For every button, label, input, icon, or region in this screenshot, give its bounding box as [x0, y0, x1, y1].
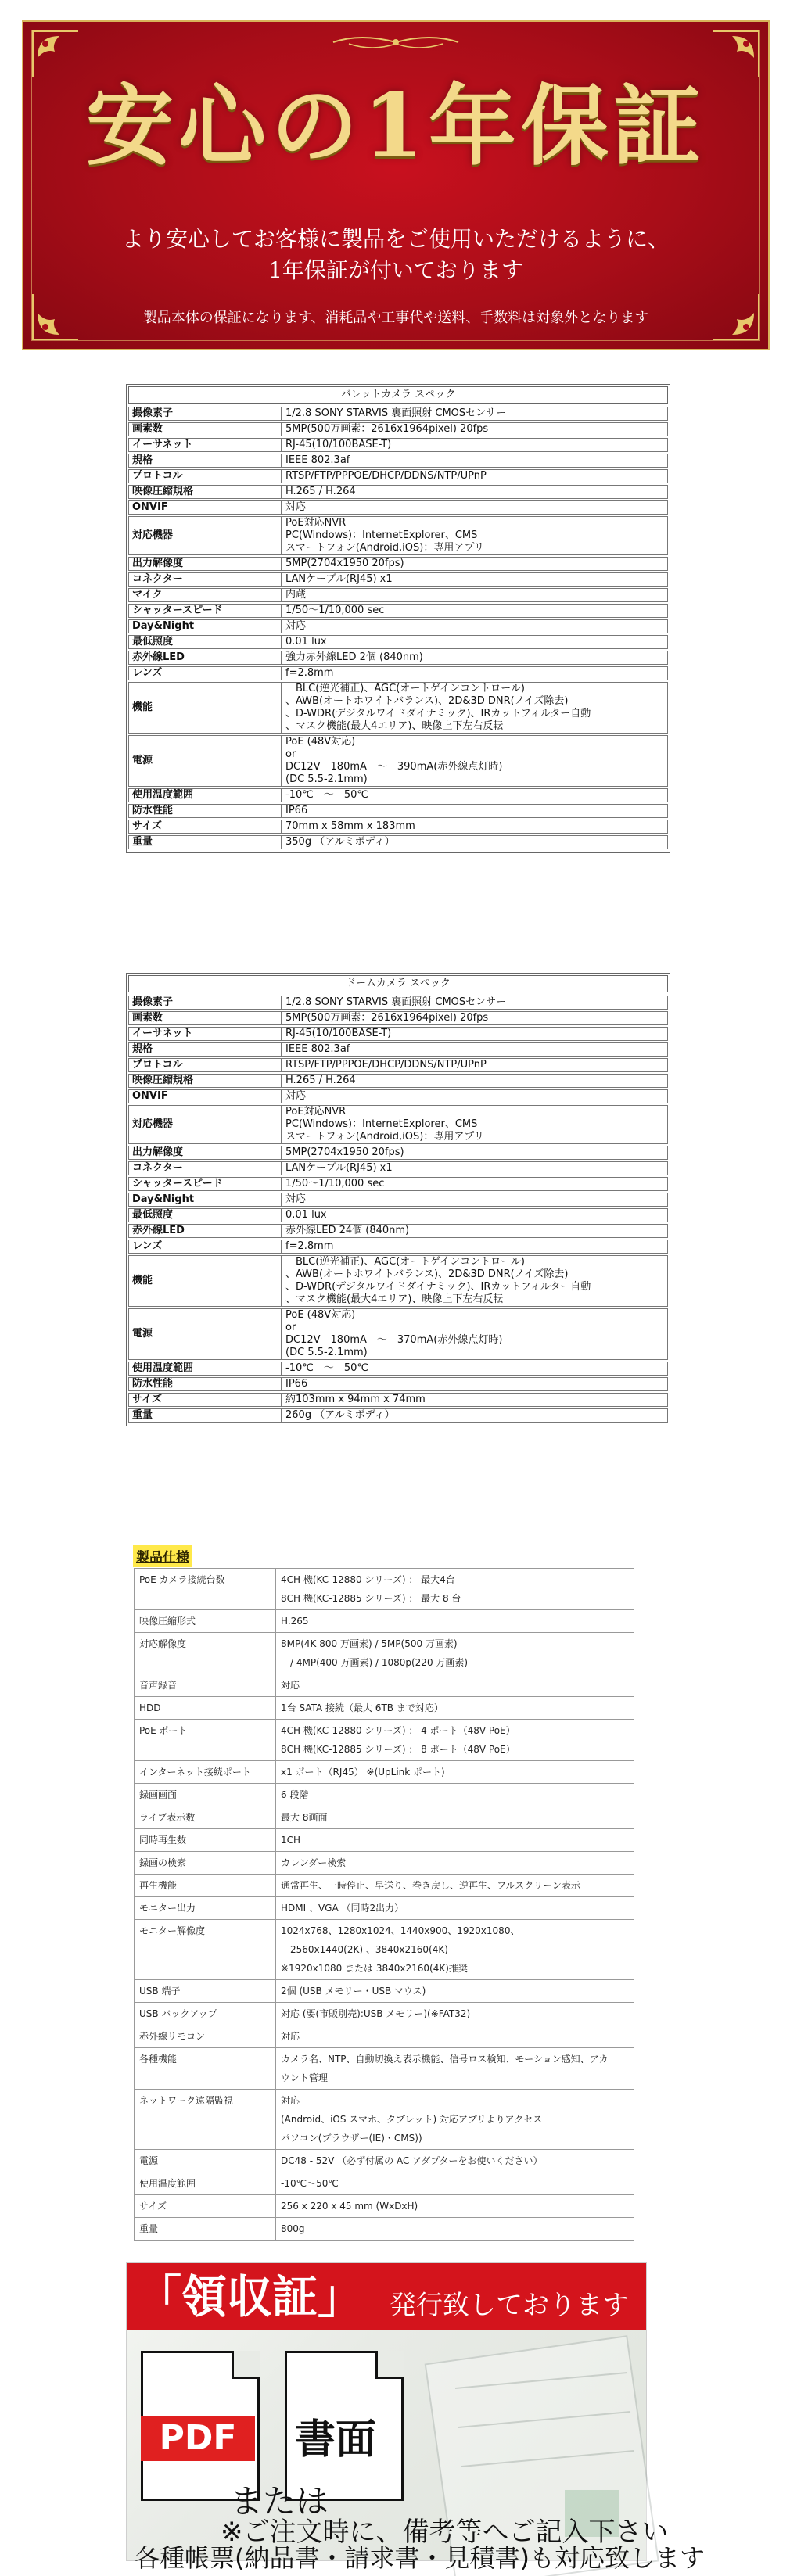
spec-row	[128, 1011, 668, 1025]
spec-value: RTSP/FTP/PPPOE/DHCP/DDNS/NTP/UPnP	[282, 469, 668, 483]
product-spec-value-line: 1024x768、1280x1024、1440x900、1920x1080、	[281, 1925, 520, 1936]
spec-value: IEEE 802.3af	[282, 1042, 668, 1057]
product-spec-value-line: -10℃〜50℃	[281, 2178, 339, 2189]
spec-key: 使用温度範囲	[128, 788, 282, 802]
product-spec-value	[276, 1720, 634, 1761]
spec-value: IP66	[282, 1377, 668, 1391]
spec-value: 5MP(500万画素：2616x1964pixel) 20fps	[282, 1011, 668, 1025]
spec-value: 260g （アルミボディ）	[282, 1408, 668, 1423]
spec-row	[128, 572, 668, 587]
product-spec-row	[135, 2218, 634, 2241]
product-spec-value	[276, 1674, 634, 1697]
spec-key: プロトコル	[128, 1058, 282, 1072]
warranty-subtitle-line2: 1年保証が付いております	[268, 257, 523, 283]
product-spec-value	[276, 2195, 634, 2218]
spec-key: 規格	[128, 454, 282, 468]
spec-value: 内蔵	[282, 588, 668, 602]
spec-value: 0.01 lux	[282, 1208, 668, 1222]
product-spec-heading: 製品仕様	[133, 1545, 192, 1567]
spec-row	[128, 500, 668, 515]
spec-key: 機能	[128, 1255, 282, 1307]
spec-key: ONVIF	[128, 500, 282, 515]
product-spec-value-line: (Android、iOS スマホ、タブレット) 対応アプリよりアクセス	[281, 2114, 543, 2125]
product-spec-value	[276, 2025, 634, 2048]
spec-value: 70mm x 58mm x 183mm	[282, 820, 668, 834]
product-spec-key: PoE カメラ接続台数	[135, 1569, 276, 1610]
product-spec-row	[135, 1980, 634, 2003]
spec-table-title: バレットカメラ スペック	[128, 386, 668, 404]
product-spec-value-line: 対応	[281, 1680, 300, 1691]
product-spec-value-line: DC48 - 52V （必ず付属の AC アダプターをお使いください）	[281, 2155, 543, 2166]
spec-row	[128, 1074, 668, 1088]
spec-value: 1/50〜1/10,000 sec	[282, 1177, 668, 1191]
product-spec-key: 対応解像度	[135, 1633, 276, 1674]
spec-value: BLC(逆光補正)、AGC(オートゲインコントロール) 、AWB(オートホワイトバランス)、2D&3D DNR(ノイズ除去) 、D-WDR(デジタルワイドダイナミック)、IRカットフィルター自動 、マスク機能(最大4エリア)、映像上下左右反転	[282, 1255, 668, 1307]
spec-key: 赤外線LED	[128, 1224, 282, 1238]
receipt-note-line2: 各種帳票(納品書・請求書・見積書)も対応致します	[135, 2543, 705, 2573]
product-spec-value-line: 4CH 機(KC-12880 シリーズ) ： 4 ポート（48V PoE）	[281, 1725, 515, 1736]
top-ornament-icon	[325, 33, 466, 52]
product-spec-value-line: x1 ポート（RJ45） ※(UpLink ポート)	[281, 1767, 445, 1778]
spec-key: 赤外線LED	[128, 651, 282, 665]
product-spec-table	[134, 1568, 634, 2241]
spec-value: 対応	[282, 500, 668, 515]
product-spec-row	[135, 2195, 634, 2218]
product-spec-value	[276, 2048, 634, 2090]
spec-row	[128, 1408, 668, 1423]
receipt-title: 「領収証」	[136, 2270, 364, 2323]
spec-key: 画素数	[128, 422, 282, 436]
spec-key: 最低照度	[128, 1208, 282, 1222]
product-spec-key: 赤外線リモコン	[135, 2025, 276, 2048]
spec-value: f=2.8mm	[282, 666, 668, 680]
spec-key: 最低照度	[128, 635, 282, 649]
product-spec-key: サイズ	[135, 2195, 276, 2218]
spec-row	[128, 651, 668, 665]
spec-row	[128, 454, 668, 468]
spec-key: 防水性能	[128, 804, 282, 818]
product-spec-key: モニター解像度	[135, 1920, 276, 1980]
product-spec-value-line: 対応	[281, 2095, 300, 2106]
product-spec-key: HDD	[135, 1697, 276, 1720]
product-spec-value	[276, 2172, 634, 2195]
product-spec-key: 映像圧縮形式	[135, 1610, 276, 1633]
product-spec-key: 録画の検索	[135, 1852, 276, 1875]
spec-key: イーサネット	[128, 438, 282, 452]
product-spec-value-line: ※1920x1080 または 3840x2160(4K)推奨	[281, 1963, 468, 1974]
spec-key: コネクター	[128, 1161, 282, 1175]
spec-key: サイズ	[128, 1393, 282, 1407]
product-spec-value	[276, 2090, 634, 2150]
product-spec-key: インターネット接続ポート	[135, 1761, 276, 1784]
product-spec-value-line: 4CH 機(KC-12880 シリーズ) ： 最大4台	[281, 1574, 455, 1585]
product-spec-row	[135, 1806, 634, 1829]
product-spec-value-line: カレンダー検索	[281, 1857, 347, 1868]
spec-table-body	[128, 994, 668, 1424]
spec-value: IP66	[282, 804, 668, 818]
spec-key: 規格	[128, 1042, 282, 1057]
product-spec-value	[276, 1784, 634, 1806]
spec-row	[128, 1255, 668, 1307]
spec-row	[128, 604, 668, 618]
product-spec-value-line: / 4MP(400 万画素) / 1080p(220 万画素)	[281, 1657, 469, 1668]
spec-key: ONVIF	[128, 1089, 282, 1103]
product-spec-value-line: 8MP(4K 800 万画素) / 5MP(500 万画素)	[281, 1638, 458, 1649]
product-spec-row	[135, 1633, 634, 1674]
product-spec-value-line: H.265	[281, 1616, 309, 1627]
product-spec-value-line: パソコン(ブラウザー(IE)・CMS))	[281, 2133, 422, 2144]
product-spec-value	[276, 1569, 634, 1610]
spec-key: 画素数	[128, 1011, 282, 1025]
spec-value: PoE (48V対応) or DC12V 180mA 〜 390mA(赤外線点灯時) (DC 5.5-2.1mm)	[282, 735, 668, 787]
spec-row	[128, 804, 668, 818]
spec-value: RTSP/FTP/PPPOE/DHCP/DDNS/NTP/UPnP	[282, 1058, 668, 1072]
spec-row	[128, 1393, 668, 1407]
pdf-label: PDF	[141, 2416, 255, 2461]
spec-row	[128, 1362, 668, 1376]
spec-key: Day&Night	[128, 619, 282, 633]
spec-row	[128, 469, 668, 483]
product-spec-row	[135, 2048, 634, 2090]
spec-row	[128, 438, 668, 452]
paper-label: 書面	[295, 2416, 377, 2463]
spec-key: 撮像素子	[128, 996, 282, 1010]
spec-key: 対応機器	[128, 1105, 282, 1144]
spec-key: サイズ	[128, 820, 282, 834]
spec-row	[128, 1089, 668, 1103]
product-spec-value	[276, 1697, 634, 1720]
spec-row	[128, 1058, 668, 1072]
spec-key: 使用温度範囲	[128, 1362, 282, 1376]
product-spec-value-line: 対応 (要(市販別売):USB メモリー)(※FAT32)	[281, 2008, 471, 2019]
spec-key: プロトコル	[128, 469, 282, 483]
spec-value: H.265 / H.264	[282, 1074, 668, 1088]
product-spec-value	[276, 1897, 634, 1920]
product-spec-key: USB バックアップ	[135, 2003, 276, 2025]
spec-key: 撮像素子	[128, 407, 282, 421]
receipt-banner	[126, 2262, 705, 2573]
product-spec-value-line: カメラ名、NTP、自動切換え表示機能、信号ロス検知、モーション感知、アカ	[281, 2054, 609, 2065]
product-spec-row	[135, 1829, 634, 1852]
product-spec-row	[135, 1897, 634, 1920]
product-spec-row	[135, 1784, 634, 1806]
product-spec-row	[135, 2025, 634, 2048]
product-spec-value	[276, 1761, 634, 1784]
product-spec-row	[135, 2090, 634, 2150]
product-spec-key: USB 端子	[135, 1980, 276, 2003]
spec-row	[128, 666, 668, 680]
product-spec-value-line: 800g	[281, 2223, 305, 2234]
product-spec-table-body	[134, 1568, 634, 2241]
spec-key: 電源	[128, 1308, 282, 1360]
product-spec-value	[276, 1920, 634, 1980]
spec-value: RJ-45(10/100BASE-T)	[282, 1027, 668, 1041]
spec-row	[128, 682, 668, 734]
spec-key: シャッタースピード	[128, 1177, 282, 1191]
spec-row	[128, 485, 668, 499]
product-spec-row	[135, 2150, 634, 2172]
spec-row	[128, 1042, 668, 1057]
product-spec-value	[276, 1633, 634, 1674]
spec-row	[128, 422, 668, 436]
spec-key: 映像圧縮規格	[128, 1074, 282, 1088]
spec-key: 防水性能	[128, 1377, 282, 1391]
spec-value: -10℃ 〜 50℃	[282, 788, 668, 802]
product-spec-key: 重量	[135, 2218, 276, 2241]
spec-row	[128, 1240, 668, 1254]
dome-camera-spec-table	[126, 973, 670, 1426]
product-spec-value-line: 1台 SATA 接続（最大 6TB まで対応）	[281, 1702, 443, 1713]
product-spec-value-line: ウント管理	[281, 2072, 329, 2083]
warranty-banner	[22, 20, 770, 350]
product-spec-key: モニター出力	[135, 1897, 276, 1920]
product-spec-value	[276, 2003, 634, 2025]
product-spec-value-line: 通常再生、一時停止、早送り、巻き戻し、逆再生、フルスクリーン表示	[281, 1880, 580, 1891]
product-spec-row	[135, 2172, 634, 2195]
product-spec-key: 録画画面	[135, 1784, 276, 1806]
product-spec-value-line: 2個 (USB メモリー・USB マウス)	[281, 1986, 426, 1997]
spec-value: 5MP(2704x1950 20fps)	[282, 557, 668, 571]
product-spec-value	[276, 1980, 634, 2003]
product-spec-value-line: 2560x1440(2K) 、3840x2160(4K)	[281, 1944, 448, 1955]
spec-value: IEEE 802.3af	[282, 454, 668, 468]
product-spec-row	[135, 1610, 634, 1633]
spec-row	[128, 1027, 668, 1041]
product-spec-row	[135, 1761, 634, 1784]
ornament-corner-icon	[709, 27, 763, 81]
warranty-note: 製品本体の保証になります、消耗品や工事代や送料、手数料は対象外となります	[142, 310, 649, 326]
spec-value: PoE (48V対応) or DC12V 180mA 〜 370mA(赤外線点灯時) (DC 5.5-2.1mm)	[282, 1308, 668, 1360]
spec-key: コネクター	[128, 572, 282, 587]
spec-key: 出力解像度	[128, 557, 282, 571]
spec-value: 対応	[282, 1193, 668, 1207]
product-spec-value	[276, 2150, 634, 2172]
spec-row	[128, 619, 668, 633]
spec-value: 対応	[282, 619, 668, 633]
product-spec-value-line: 8CH 機(KC-12885 シリーズ) ： 最大 8 台	[281, 1593, 461, 1604]
product-spec-value	[276, 1806, 634, 1829]
product-spec-value-line: 8CH 機(KC-12885 シリーズ) ： 8 ポート（48V PoE）	[281, 1744, 515, 1755]
product-spec-row	[135, 2003, 634, 2025]
product-spec-row	[135, 1920, 634, 1980]
spec-key: 出力解像度	[128, 1146, 282, 1160]
spec-value: f=2.8mm	[282, 1240, 668, 1254]
spec-key: レンズ	[128, 666, 282, 680]
spec-row	[128, 588, 668, 602]
spec-value: PoE対応NVR PC(Windows)：InternetExplorer、CMS スマートフォン(Android,iOS)：専用アプリ	[282, 1105, 668, 1144]
product-spec-value	[276, 2218, 634, 2241]
spec-value: 強力赤外線LED 2個 (840nm)	[282, 651, 668, 665]
spec-key: 電源	[128, 735, 282, 787]
product-spec-row	[135, 1875, 634, 1897]
spec-value: 対応	[282, 1089, 668, 1103]
spec-row	[128, 1105, 668, 1144]
spec-row	[128, 1193, 668, 1207]
product-spec-key: 使用温度範囲	[135, 2172, 276, 2195]
spec-key: Day&Night	[128, 1193, 282, 1207]
product-spec-row	[135, 1720, 634, 1761]
product-spec-row	[135, 1674, 634, 1697]
spec-row	[128, 735, 668, 787]
product-spec-key: 電源	[135, 2150, 276, 2172]
spec-key: 映像圧縮規格	[128, 485, 282, 499]
product-spec-value-line: 256 x 220 x 45 mm (WxDxH)	[281, 2201, 418, 2212]
spec-row	[128, 788, 668, 802]
spec-row	[128, 1377, 668, 1391]
receipt-note-line1: ※ご注文時に、備考等へご記入下さい	[221, 2517, 669, 2548]
product-spec-key: ライブ表示数	[135, 1806, 276, 1829]
spec-key: 機能	[128, 682, 282, 734]
spec-row	[128, 1161, 668, 1175]
spec-value: 赤外線LED 24個 (840nm)	[282, 1224, 668, 1238]
spec-row	[128, 1208, 668, 1222]
product-spec-key: ネットワーク遠隔監視	[135, 2090, 276, 2150]
spec-key: 重量	[128, 1408, 282, 1423]
spec-key: 対応機器	[128, 516, 282, 555]
spec-value: 1/50〜1/10,000 sec	[282, 604, 668, 618]
product-spec-value-line: 6 段階	[281, 1789, 309, 1800]
product-spec-row	[135, 1569, 634, 1610]
spec-value: 5MP(2704x1950 20fps)	[282, 1146, 668, 1160]
spec-row	[128, 635, 668, 649]
receipt-subtitle: 発行致しております	[390, 2290, 629, 2321]
warranty-subtitle-line1: より安心してお客様に製品をご使用いただけるように、	[121, 226, 670, 252]
spec-value: 5MP(500万画素：2616x1964pixel) 20fps	[282, 422, 668, 436]
spec-row	[128, 1146, 668, 1160]
spec-value: 350g （アルミボディ）	[282, 835, 668, 849]
spec-value: 約103mm x 94mm x 74mm	[282, 1393, 668, 1407]
spec-value: RJ-45(10/100BASE-T)	[282, 438, 668, 452]
spec-value: H.265 / H.264	[282, 485, 668, 499]
spec-key: シャッタースピード	[128, 604, 282, 618]
bullet-camera-spec-table	[126, 384, 670, 853]
spec-row	[128, 1177, 668, 1191]
spec-row	[128, 1308, 668, 1360]
product-spec-value-line: 1CH	[281, 1835, 301, 1846]
product-spec-key: 同時再生数	[135, 1829, 276, 1852]
spec-value: -10℃ 〜 50℃	[282, 1362, 668, 1376]
spec-row	[128, 557, 668, 571]
product-spec-value	[276, 1610, 634, 1633]
spec-row	[128, 1224, 668, 1238]
spec-row	[128, 407, 668, 421]
product-spec-value	[276, 1829, 634, 1852]
spec-key: マイク	[128, 588, 282, 602]
spec-table-title: ドームカメラ スペック	[128, 975, 668, 992]
spec-row	[128, 516, 668, 555]
or-text: または	[230, 2482, 329, 2520]
product-spec-key: 各種機能	[135, 2048, 276, 2090]
warranty-title: 安心の1年保証	[86, 75, 706, 178]
product-spec-key: PoE ポート	[135, 1720, 276, 1761]
spec-value: LANケーブル(RJ45) x1	[282, 572, 668, 587]
spec-value: 1/2.8 SONY STARVIS 裏面照射 CMOSセンサー	[282, 407, 668, 421]
product-spec-key: 音声録音	[135, 1674, 276, 1697]
spec-value: PoE対応NVR PC(Windows)：InternetExplorer、CMS スマートフォン(Android,iOS)：専用アプリ	[282, 516, 668, 555]
product-spec-row	[135, 1852, 634, 1875]
product-spec-value	[276, 1875, 634, 1897]
product-spec-value	[276, 1852, 634, 1875]
product-spec-value-line: 最大 8画面	[281, 1812, 328, 1823]
spec-row	[128, 996, 668, 1010]
spec-key: イーサネット	[128, 1027, 282, 1041]
product-spec-value-line: 対応	[281, 2031, 300, 2042]
product-spec-value-line: HDMI 、VGA （同時2出力）	[281, 1903, 404, 1914]
spec-value: 1/2.8 SONY STARVIS 裏面照射 CMOSセンサー	[282, 996, 668, 1010]
ornament-corner-icon	[28, 27, 83, 81]
spec-value: BLC(逆光補正)、AGC(オートゲインコントロール) 、AWB(オートホワイトバランス)、2D&3D DNR(ノイズ除去) 、D-WDR(デジタルワイドダイナミック)、IRカットフィルター自動 、マスク機能(最大4エリア)、映像上下左右反転	[282, 682, 668, 734]
spec-value: 0.01 lux	[282, 635, 668, 649]
spec-key: 重量	[128, 835, 282, 849]
product-spec-row	[135, 1697, 634, 1720]
spec-key: レンズ	[128, 1240, 282, 1254]
product-spec-key: 再生機能	[135, 1875, 276, 1897]
spec-value: LANケーブル(RJ45) x1	[282, 1161, 668, 1175]
spec-row	[128, 820, 668, 834]
spec-table-body	[128, 405, 668, 851]
spec-row	[128, 835, 668, 849]
